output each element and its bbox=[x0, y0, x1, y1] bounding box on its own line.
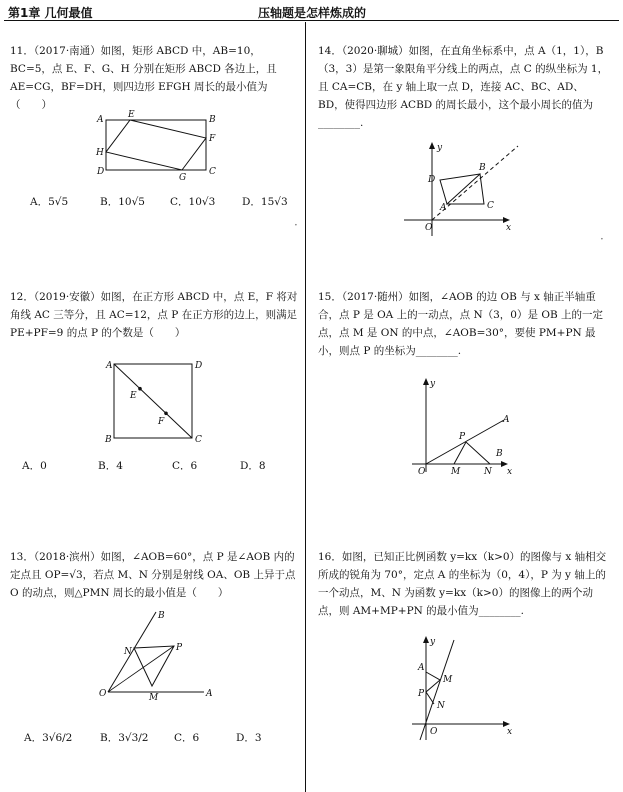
problem-11 bbox=[10, 42, 298, 114]
option-a: A．0 bbox=[22, 460, 47, 472]
label-b: B bbox=[479, 163, 486, 173]
option-a: A．3√6/2 bbox=[24, 732, 73, 744]
label-n: N bbox=[437, 701, 445, 711]
problem-12-text: 12．（2019·安徽）如图，在正方形 ABCD 中，点 E，F 将对角线 AC 三等分，且 AC=12，点 P 在正方形的边上，则满足 PE+PF=9 的点 P 的个数是（ ） bbox=[10, 291, 298, 339]
label-x: x bbox=[506, 223, 512, 233]
label-y: y bbox=[430, 379, 436, 389]
label-m: M bbox=[149, 693, 159, 700]
header-rule bbox=[4, 20, 619, 21]
figure-13 bbox=[96, 608, 216, 700]
y-axis-arrow bbox=[423, 636, 429, 643]
label-a: A bbox=[97, 115, 104, 125]
triangle-pmn bbox=[134, 646, 174, 686]
rect-abcd bbox=[106, 120, 206, 170]
problem-13-text: 13．（2018·滨州）如图，∠AOB=60°，点 P 是∠AOB 内的定点且 OP=√3，若点 M、N 分别是射线 OA、OB 上异于点 O 的动点，则△PMN 周长的最小值是（ ） bbox=[10, 551, 296, 599]
option-d: D．15√3 bbox=[242, 196, 288, 208]
label-o: O bbox=[425, 223, 433, 233]
figure-11 bbox=[92, 108, 222, 180]
label-f: F bbox=[209, 134, 216, 144]
label-n: N bbox=[124, 647, 132, 657]
problem-13 bbox=[10, 548, 298, 602]
label-c: C bbox=[209, 167, 216, 177]
label-p: P bbox=[418, 689, 425, 699]
label-m: M bbox=[451, 467, 461, 474]
label-b: B bbox=[209, 115, 216, 125]
label-a: A bbox=[440, 203, 447, 213]
chapter-title: 第1章 几何最值 bbox=[8, 6, 93, 20]
label-d: D bbox=[195, 361, 203, 371]
problem-15-text: 15．（2017·随州）如图，∠AOB 的边 OB 与 x 轴正半轴重合，点 P 是 OA 上的一动点，点 N（3，0）是 OB 上的一定点，点 M 是 ON 的中点，∠AOB=30°，要使 PM+PN 最小，则点 P 的坐标为________. bbox=[318, 291, 603, 357]
option-b: B．4 bbox=[98, 460, 123, 472]
label-p: P bbox=[176, 643, 183, 653]
label-d: D bbox=[428, 175, 436, 185]
option-c: C．10√3 bbox=[170, 196, 216, 208]
y-axis-arrow bbox=[429, 142, 435, 149]
problem-11-text: 11．（2017·南通）如图，矩形 ABCD 中，AB=10，BC=5，点 E、F、G、H 分别在矩形 ABCD 各边上，且 AE=CG，BF=DH，则四边形 EFGH 周长的最小值为（ ） bbox=[10, 45, 277, 111]
label-m: M bbox=[443, 675, 453, 685]
path-adb bbox=[440, 174, 480, 204]
segment-op bbox=[108, 646, 174, 692]
label-c: C bbox=[195, 435, 202, 445]
label-y: y bbox=[430, 637, 436, 647]
label-e: E bbox=[128, 110, 135, 120]
problem-14 bbox=[318, 42, 610, 132]
label-n: N bbox=[484, 467, 492, 474]
problem-16-text: 16．如图，已知正比例函数 y=kx（k>0）的图像与 x 轴相交所成的锐角为 70°，定点 A 的坐标为（0，4），P 为 y 轴上的一个动点，M、N 为函数 y=kx（k>0）的图像上的两个动点，则 AM+MP+PN 的最小值为________. bbox=[318, 551, 607, 617]
problem-14-text: 14．（2020·聊城）如图，在直角坐标系中，点 A（1，1），B（3，3）是第一象限角平分线上的两点，点 C 的纵坐标为 1，且 CA=CB，在 y 轴上取一点 D，连接 AC、BC、AD、BD，使得四边形 ACBD 的周长最小，这个最小周长的值为________. bbox=[318, 45, 609, 129]
label-a: A bbox=[106, 361, 113, 371]
figure-15 bbox=[408, 376, 518, 474]
figure-14 bbox=[398, 140, 528, 240]
label-a: A bbox=[206, 689, 213, 699]
scan-mark-right: · bbox=[600, 232, 605, 246]
scan-mark-left: · bbox=[294, 218, 299, 232]
option-d: D．3 bbox=[236, 732, 262, 744]
problem-11-options bbox=[30, 194, 290, 210]
diagonal-ac bbox=[114, 364, 192, 438]
problem-15 bbox=[318, 288, 610, 360]
label-a: A bbox=[418, 663, 425, 673]
label-b: B bbox=[105, 435, 112, 445]
point-e bbox=[138, 387, 142, 391]
label-o: O bbox=[99, 689, 107, 699]
figure-16 bbox=[408, 634, 518, 744]
label-e: E bbox=[130, 391, 137, 401]
label-d: D bbox=[97, 167, 105, 177]
quad-efgh bbox=[106, 120, 206, 170]
figure-12 bbox=[100, 358, 210, 446]
problem-13-options bbox=[24, 730, 294, 746]
line-y-kx bbox=[420, 640, 454, 740]
y-axis-arrow bbox=[423, 378, 429, 385]
ray-oa bbox=[426, 420, 504, 464]
column-divider bbox=[305, 22, 306, 792]
problem-16 bbox=[318, 548, 610, 620]
option-a: A．5√5 bbox=[30, 196, 69, 208]
label-o: O bbox=[430, 727, 438, 737]
label-h: H bbox=[96, 148, 104, 158]
point-f bbox=[164, 412, 168, 416]
option-b: B．3√3/2 bbox=[100, 732, 149, 744]
problem-12 bbox=[10, 288, 298, 342]
option-c: C．6 bbox=[174, 732, 200, 744]
label-x: x bbox=[507, 467, 513, 474]
label-b: B bbox=[158, 611, 165, 621]
label-b: B bbox=[496, 449, 503, 459]
option-c: C．6 bbox=[172, 460, 198, 472]
label-y: y bbox=[437, 143, 443, 153]
label-c: C bbox=[487, 201, 494, 211]
book-title: 压轴题是怎样炼成的 bbox=[258, 6, 367, 20]
label-o: O bbox=[418, 467, 426, 474]
label-x: x bbox=[507, 727, 513, 737]
option-d: D．8 bbox=[240, 460, 266, 472]
label-f: F bbox=[158, 417, 165, 427]
label-g: G bbox=[179, 173, 187, 180]
option-b: B．10√5 bbox=[100, 196, 145, 208]
page-header bbox=[0, 0, 623, 22]
label-a: A bbox=[503, 415, 510, 425]
problem-12-options bbox=[22, 458, 292, 474]
label-p: P bbox=[459, 432, 466, 442]
